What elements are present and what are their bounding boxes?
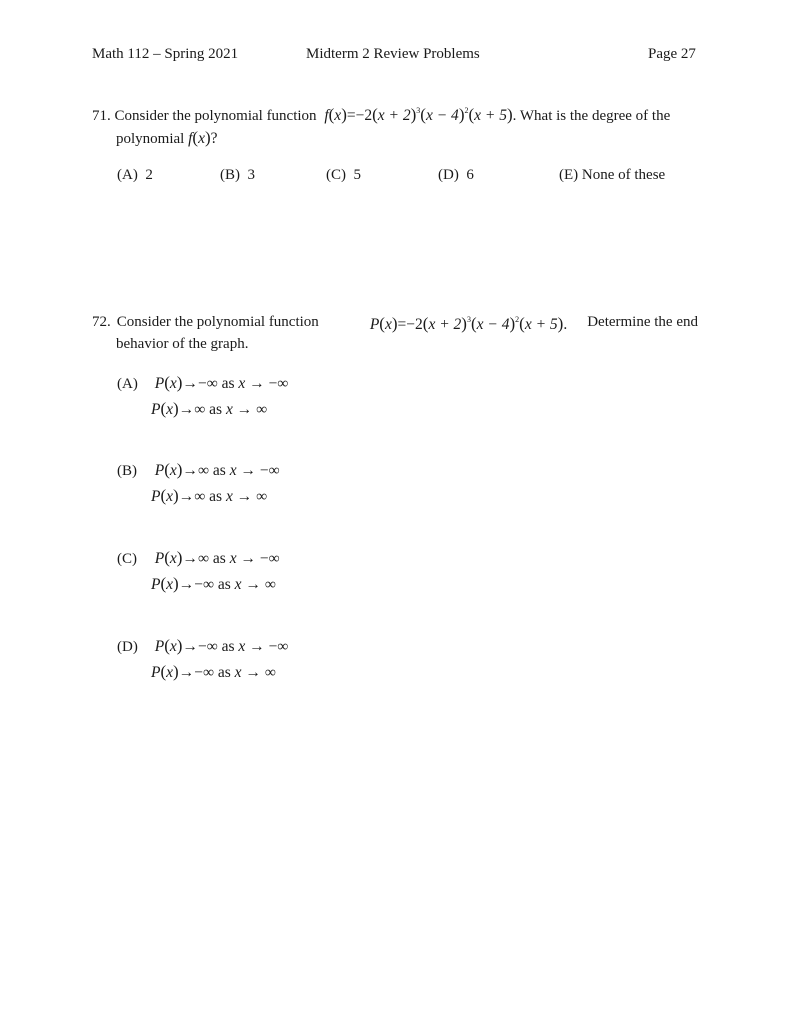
q71-question: . What is the degree of the bbox=[512, 108, 671, 124]
q71-equation: $f(x)=-2(x + 2)^3(x - 4)^2(x + 5)$ bbox=[324, 105, 513, 124]
q72-intro: Consider the polynomial function bbox=[116, 314, 319, 330]
q72-choice-b[interactable]: (B) P(x)→∞ as x → −∞ P(x)→∞ as x → ∞ bbox=[117, 460, 280, 505]
q71-choice-d[interactable]: (D) 6 bbox=[438, 167, 474, 183]
q71-number: 71. bbox=[92, 108, 111, 124]
q72-equation: $P(x)=-2(x + 2)^3(x - 4)^2(x + 5)$. bbox=[369, 314, 568, 333]
q72-number: 72. bbox=[92, 314, 111, 330]
q72-line1 bbox=[92, 314, 698, 334]
header-course: Math 112 – Spring 2021 bbox=[92, 46, 239, 62]
q71-intro: Consider the polynomial function bbox=[114, 108, 317, 124]
header-title: Midterm 2 Review Problems bbox=[306, 46, 480, 62]
q72-choice-c[interactable]: (C) P(x)→∞ as x → −∞ P(x)→−∞ as x → ∞ bbox=[117, 548, 280, 593]
q72-tail: Determine the end bbox=[587, 314, 698, 330]
q72-choice-d[interactable]: (D) P(x)→−∞ as x → −∞ P(x)→−∞ as x → ∞ bbox=[117, 636, 289, 681]
q71-choice-b[interactable]: (B) 3 bbox=[220, 167, 255, 183]
header-page-number: Page 27 bbox=[648, 46, 696, 62]
q71-choice-e[interactable]: (E) None of these bbox=[559, 167, 666, 183]
q71-choice-c[interactable]: (C) 5 bbox=[326, 167, 361, 183]
q72-line2: behavior of the graph. bbox=[116, 336, 249, 352]
q71-choice-a[interactable]: (A) 2 bbox=[117, 167, 153, 183]
q72-choice-a[interactable]: (A) P(x)→−∞ as x → −∞ P(x)→∞ as x → ∞ bbox=[117, 373, 289, 418]
q71-line2: polynomial f(x)? bbox=[116, 128, 218, 147]
q71-line1 bbox=[92, 105, 670, 125]
